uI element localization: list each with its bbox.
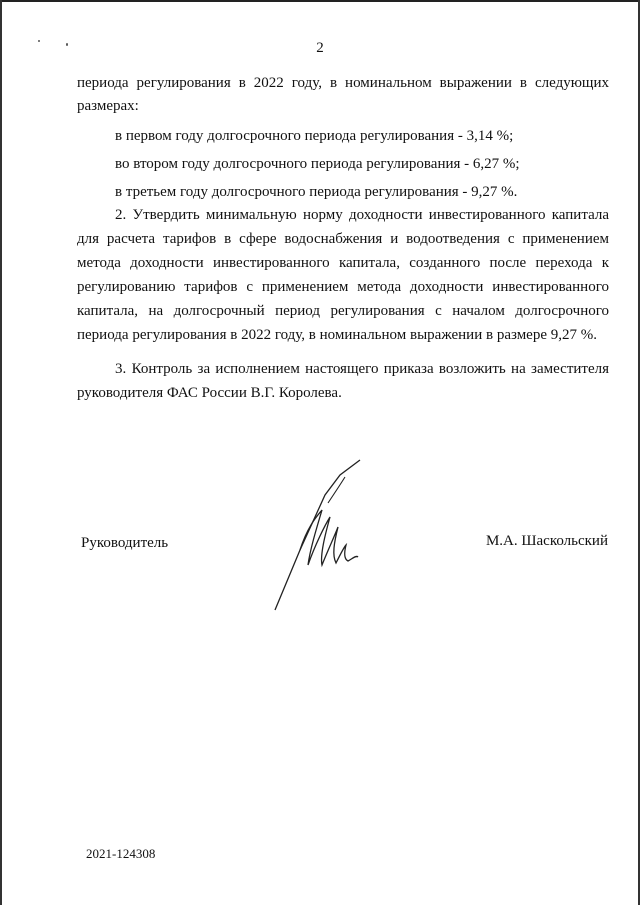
scan-border-top	[0, 0, 640, 2]
text-line: периода регулирования в 2022 году, в номинальном выражении в размере 9,27 %.	[77, 327, 597, 343]
point-3-paragraph	[77, 358, 609, 405]
list-item: в первом году долгосрочного периода регулирования - 3,14 %;	[115, 128, 514, 144]
intro-paragraph	[77, 72, 609, 118]
text-line: для расчета тарифов в сфере водоснабжения и водоотведения с применением	[77, 231, 609, 247]
text-line: метода доходности инвестированного капитала, созданного после перехода к	[77, 255, 609, 271]
page-number: 2	[316, 40, 324, 56]
signer-title: Руководитель	[81, 535, 169, 551]
text-line: 2. Утвердить минимальную норму доходности инвестированного капитала	[115, 207, 609, 223]
point-2-paragraph	[77, 204, 609, 347]
rate-list	[77, 125, 609, 204]
handwritten-signature	[270, 455, 380, 620]
text-line: капитала, на долгосрочный период регулирования с началом долгосрочного	[77, 303, 609, 319]
signer-name: М.А. Шаскольский	[485, 533, 608, 549]
scan-border-left	[0, 0, 2, 905]
text-line: периода регулирования в 2022 году, в номинальном выражении в следующих	[77, 75, 609, 91]
text-line: размерах:	[77, 98, 139, 114]
text-line: 3. Контроль за исполнением настоящего приказа возложить на заместителя	[115, 361, 609, 377]
list-item: в третьем году долгосрочного периода регулирования - 9,27 %.	[115, 184, 518, 200]
text-line: руководителя ФАС России В.Г. Королева.	[77, 385, 342, 401]
list-item: во втором году долгосрочного периода регулирования - 6,27 %;	[115, 156, 520, 172]
document-id: 2021-124308	[86, 846, 156, 861]
text-line: регулированию тарифов с применением метода доходности инвестированного	[77, 279, 609, 295]
